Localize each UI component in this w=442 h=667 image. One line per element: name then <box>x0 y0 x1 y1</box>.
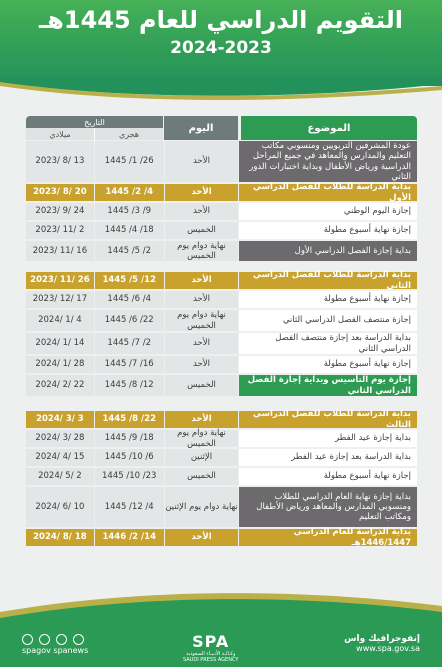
hijri-header: هجري <box>95 128 163 140</box>
greg-date: 2024/ 5/ 2 <box>26 468 94 485</box>
greg-date: 2023/ 8/ 13 <box>26 141 94 182</box>
topic-cell: بداية الدراسة للطلاب للفصل الدراسي الثالث <box>239 411 417 428</box>
page-title: التقويم الدراسي للعام 1445هـ <box>39 6 403 34</box>
topic-cell: بداية الدراسة بعد إجازة منتصف الفصل الدراسي الثاني <box>239 333 417 354</box>
table-row <box>26 468 417 485</box>
greg-date: 2024/ 3/ 28 <box>26 430 94 447</box>
hijri-date: 1445 /2 /4 <box>95 184 164 201</box>
day-cell: الأحد <box>165 411 239 428</box>
hijri-date: 1445 /10 /6 <box>95 449 164 466</box>
twitter-icon[interactable] <box>56 634 67 645</box>
day-header: اليوم <box>164 116 238 140</box>
topic-cell: بداية الدراسة للطلاب للفصل الدراسي الأول <box>239 184 417 201</box>
topic-cell: بداية إجازة عيد الفطر <box>239 430 417 447</box>
table-row <box>26 356 417 373</box>
hijri-date: 1445 /8 /12 <box>95 375 164 396</box>
infographic-label: إنفوجرافيك واس <box>344 634 420 644</box>
day-cell: الأحد <box>165 203 239 220</box>
table-row <box>26 487 417 527</box>
topic-cell: بداية الدراسة للعام الدراسي 1446/1447هـ <box>239 529 417 546</box>
day-cell: الخميس <box>165 222 239 239</box>
topic-cell: بداية الدراسة للطلاب للفصل الدراسي الثاني <box>239 272 417 289</box>
day-cell: الأحد <box>165 291 239 308</box>
date-label: التاريخ <box>26 116 163 128</box>
greg-date: 2024/ 4/ 15 <box>26 449 94 466</box>
hijri-date: 1445 /8 /22 <box>95 411 164 428</box>
table-body <box>26 141 417 546</box>
table-row <box>26 310 417 331</box>
table-row <box>26 411 417 428</box>
greg-date: 2024/ 6/ 10 <box>26 487 94 527</box>
day-cell: الأحد <box>165 529 239 546</box>
day-cell: نهاية دوام يوم الخميس <box>165 430 239 447</box>
hijri-date: 1445 /7 /2 <box>95 333 164 354</box>
day-cell: الأحد <box>165 333 239 354</box>
day-cell: الأحد <box>165 141 239 182</box>
page-years: 2024-2023 <box>170 38 272 58</box>
hijri-date: 1445 /6 /22 <box>95 310 164 331</box>
hijri-date: 1445 /1 /26 <box>95 141 164 182</box>
topic-header: الموضوع <box>241 116 417 140</box>
topic-cell: بداية إجازة الفصل الدراسي الأول <box>239 241 417 261</box>
day-cell: الخميس <box>165 468 239 485</box>
greg-date: 2024/ 3/ 3 <box>26 411 94 428</box>
greg-header: ميلادي <box>26 128 95 140</box>
greg-date: 2023/ 12/ 17 <box>26 291 94 308</box>
day-cell: نهاية دوام يوم الخميس <box>165 310 239 331</box>
day-cell: الأحد <box>165 184 239 201</box>
table-row <box>26 222 417 239</box>
footer <box>0 590 442 667</box>
hijri-date: 1445 /5 /2 <box>95 241 164 261</box>
hijri-date: 1445 /10 /23 <box>95 468 164 485</box>
greg-date: 2023/ 11/ 2 <box>26 222 94 239</box>
table-row <box>26 184 417 201</box>
website-link[interactable]: www.spa.gov.sa <box>356 644 420 653</box>
topic-cell: إجازة نهاية أسبوع مطولة <box>239 222 417 239</box>
table-header <box>26 116 417 140</box>
snapchat-icon[interactable] <box>73 634 84 645</box>
table-row <box>26 141 417 182</box>
table-row <box>26 291 417 308</box>
topic-cell: إجازة اليوم الوطني <box>239 203 417 220</box>
greg-date: 2024/ 2/ 22 <box>26 375 94 396</box>
day-cell: الأحد <box>165 272 239 289</box>
greg-date: 2024/ 1/ 4 <box>26 310 94 331</box>
greg-date: 2024/ 1/ 14 <box>26 333 94 354</box>
spa-logo-text: SPA <box>192 632 230 651</box>
topic-cell: عودة المشرفين التربويين ومنسوبي مكاتب التعليم والمدارس والمعاهد في جميع المراحل الدراسية ورياض الأطفال وبداية اختبارات الدور الثاني <box>239 141 417 182</box>
table-row <box>26 430 417 447</box>
table-row <box>26 449 417 466</box>
greg-date: 2023/ 11/ 16 <box>26 241 94 261</box>
footer-right <box>344 634 420 653</box>
social-handles: spagov spanews <box>22 646 89 655</box>
topic-cell: إجازة نهاية أسبوع مطولة <box>239 468 417 485</box>
table-row <box>26 375 417 396</box>
table-row <box>26 529 417 546</box>
day-cell: الأحد <box>165 356 239 373</box>
hijri-date: 1445 /3 /9 <box>95 203 164 220</box>
greg-date: 2023/ 8/ 20 <box>26 184 94 201</box>
topic-cell: إجازة نهاية أسبوع مطولة <box>239 356 417 373</box>
table-row <box>26 272 417 289</box>
spa-logo-arabic: وكـالـة الأنـبـاء السعودية <box>186 651 236 657</box>
greg-date: 2024/ 8/ 18 <box>26 529 94 546</box>
calendar-table <box>26 116 417 548</box>
day-cell: الإثنين <box>165 449 239 466</box>
social-links <box>22 634 89 655</box>
hijri-date: 1446 /2 /14 <box>95 529 164 546</box>
table-row <box>26 203 417 220</box>
greg-date: 2023/ 9/ 24 <box>26 203 94 220</box>
greg-date: 2023/ 11/ 26 <box>26 272 94 289</box>
day-cell: نهاية دوام يوم الإثنين <box>165 487 239 527</box>
date-header <box>26 116 163 140</box>
table-row <box>26 241 417 261</box>
hijri-date: 1445 /6 /4 <box>95 291 164 308</box>
table-row <box>26 333 417 354</box>
header <box>0 0 442 86</box>
hijri-date: 1445 /12 /4 <box>95 487 164 527</box>
spa-logo-sub: SAUDI PRESS AGENCY <box>183 657 239 663</box>
hijri-date: 1445 /4 /18 <box>95 222 164 239</box>
topic-cell: بداية إجازة نهاية العام الدراسي للطلاب ومنسوبي المدارس والمعاهد ورياض الأطفال ومكاتب التعليم <box>239 487 417 527</box>
hijri-date: 1445 /9 /18 <box>95 430 164 447</box>
topic-cell: إجازة يوم التأسيس وبداية إجازة الفصل الدراسي الثاني <box>239 375 417 396</box>
day-cell: نهاية دوام يوم الخميس <box>165 241 239 261</box>
header-wave <box>0 76 442 110</box>
topic-cell: إجازة منتصف الفصل الدراسي الثاني <box>239 310 417 331</box>
greg-date: 2024/ 1/ 28 <box>26 356 94 373</box>
topic-cell: بداية الدراسة بعد إجازة عيد الفطر <box>239 449 417 466</box>
spa-logo <box>183 632 238 663</box>
hijri-date: 1445 /7 /16 <box>95 356 164 373</box>
youtube-icon[interactable] <box>39 634 50 645</box>
topic-cell: إجازة نهاية أسبوع مطولة <box>239 291 417 308</box>
hijri-date: 1445 /5 /12 <box>95 272 164 289</box>
day-cell: الخميس <box>165 375 239 396</box>
instagram-icon[interactable] <box>22 634 33 645</box>
